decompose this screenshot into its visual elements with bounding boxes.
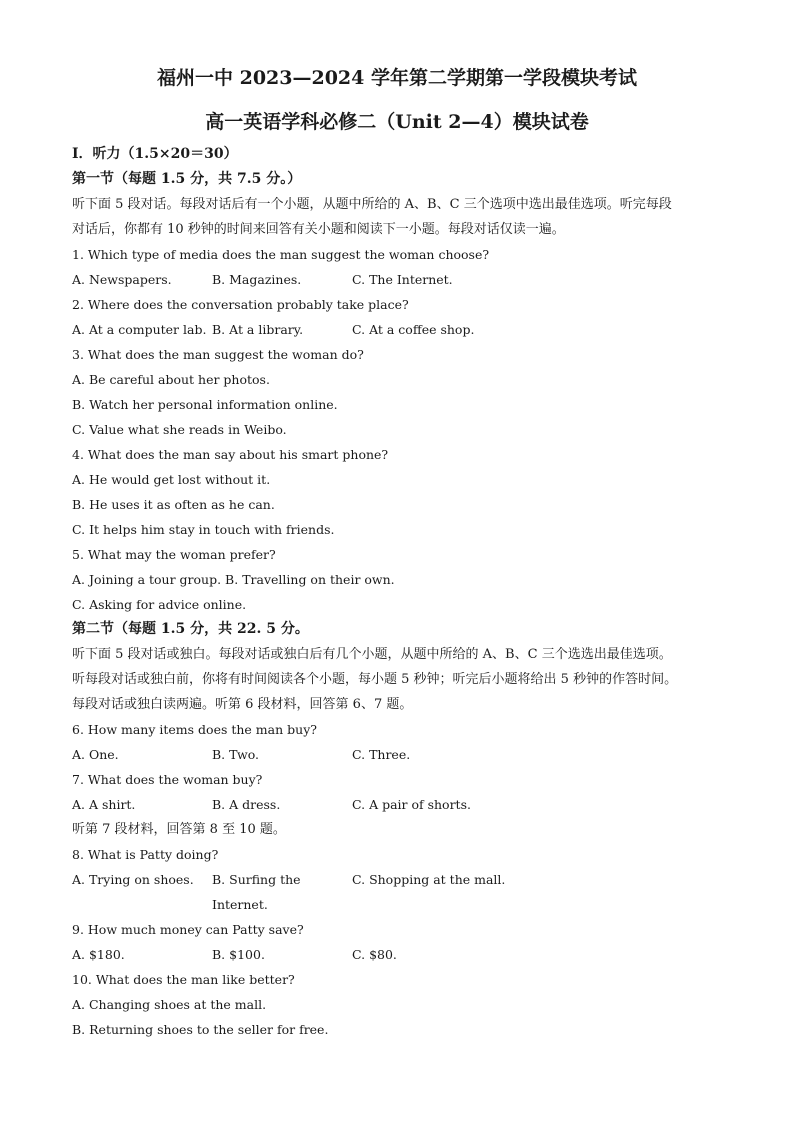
section2-instructions-2: 听每段对话或独白前，你将有时间阅读各个小题，每小题 5 秒钟；听完后小题将给出 5 秒钟的作答时间。 bbox=[72, 672, 678, 687]
exam-title: 福州一中 2023—2024 学年第二学期第一学段模块考试 bbox=[157, 67, 637, 89]
option-b: B. Two. bbox=[212, 747, 260, 762]
option-a: A. Trying on shoes. bbox=[72, 872, 194, 887]
exam-subtitle: 高一英语学科必修二（Unit 2—4）模块试卷 bbox=[205, 111, 589, 133]
option-b: B. A dress. bbox=[212, 797, 281, 812]
option-c: C. A pair of shorts. bbox=[352, 797, 471, 812]
option-a: A. Be careful about her photos. bbox=[72, 372, 270, 387]
question-stem: 4. What does the man say about his smart phone? bbox=[72, 447, 389, 462]
option-b: B. $100. bbox=[212, 947, 265, 962]
question-options bbox=[72, 742, 794, 767]
option-a: A. $180. bbox=[72, 947, 125, 962]
passage-note: 听第 7 段材料，回答第 8 至 10 题。 bbox=[72, 822, 286, 837]
section1-heading: 第一节（每题 1.5 分，共 7.5 分。） bbox=[72, 171, 302, 187]
section1-instructions-1: 听下面 5 段对话。每段对话后有一个小题，从题中所给的 A、B、C 三个选项中选出最佳选项。听完每段 bbox=[72, 197, 672, 212]
question-options bbox=[72, 792, 794, 817]
option-ab: A. Joining a tour group. B. Travelling on their own. bbox=[72, 572, 395, 587]
option-b: B. At a library. bbox=[212, 322, 304, 337]
option-b: B. He uses it as often as he can. bbox=[72, 497, 275, 512]
question-stem: 5. What may the woman prefer? bbox=[72, 547, 276, 562]
question-stem: 1. Which type of media does the man suggest the woman choose? bbox=[72, 247, 490, 262]
option-a: A. At a computer lab. bbox=[72, 322, 207, 337]
option-b: B. Returning shoes to the seller for free. bbox=[72, 1022, 329, 1037]
option-a: A. Changing shoes at the mall. bbox=[72, 997, 267, 1012]
option-c: C. Asking for advice online. bbox=[72, 597, 247, 612]
option-b: B. Watch her personal information online. bbox=[72, 397, 338, 412]
option-a: A. He would get lost without it. bbox=[72, 472, 271, 487]
option-b: B. Magazines. bbox=[212, 272, 302, 287]
question-stem: 6. How many items does the man buy? bbox=[72, 722, 317, 737]
option-c: C. The Internet. bbox=[352, 272, 453, 287]
question-stem: 2. Where does the conversation probably take place? bbox=[72, 297, 409, 312]
option-c: C. Value what she reads in Weibo. bbox=[72, 422, 287, 437]
part-heading: I．听力（1.5×20＝30） bbox=[72, 146, 238, 162]
question-options bbox=[72, 317, 794, 342]
question-stem: 3. What does the man suggest the woman do? bbox=[72, 347, 364, 362]
question-stem: 10. What does the man like better? bbox=[72, 972, 295, 987]
option-a: A. A shirt. bbox=[72, 797, 136, 812]
section2-instructions-1: 听下面 5 段对话或独白。每段对话或独白后有几个小题，从题中所给的 A、B、C 三个选选出最佳选项。 bbox=[72, 647, 672, 662]
section1-instructions-2: 对话后，你都有 10 秒钟的时间来回答有关小题和阅读下一小题。每段对话仅读一遍。 bbox=[72, 222, 565, 237]
question-stem: 7. What does the woman buy? bbox=[72, 772, 263, 787]
section2-heading: 第二节（每题 1.5 分，共 22. 5 分。 bbox=[72, 621, 309, 637]
option-a: A. Newspapers. bbox=[72, 272, 172, 287]
option-c: C. $80. bbox=[352, 947, 397, 962]
question-stem: 8. What is Patty doing? bbox=[72, 847, 219, 862]
question-options bbox=[72, 942, 794, 967]
question-options bbox=[72, 267, 794, 292]
question-stem: 9. How much money can Patty save? bbox=[72, 922, 304, 937]
section2-instructions-3: 每段对话或独白读两遍。听第 6 段材料，回答第 6、7 题。 bbox=[72, 697, 413, 712]
option-c: C. Three. bbox=[352, 747, 411, 762]
option-b: B. Surfing the Internet. bbox=[212, 872, 301, 912]
option-a: A. One. bbox=[72, 747, 119, 762]
question-options bbox=[72, 867, 794, 917]
option-c: C. It helps him stay in touch with friends. bbox=[72, 522, 335, 537]
option-c: C. Shopping at the mall. bbox=[352, 872, 506, 887]
option-c: C. At a coffee shop. bbox=[352, 322, 475, 337]
